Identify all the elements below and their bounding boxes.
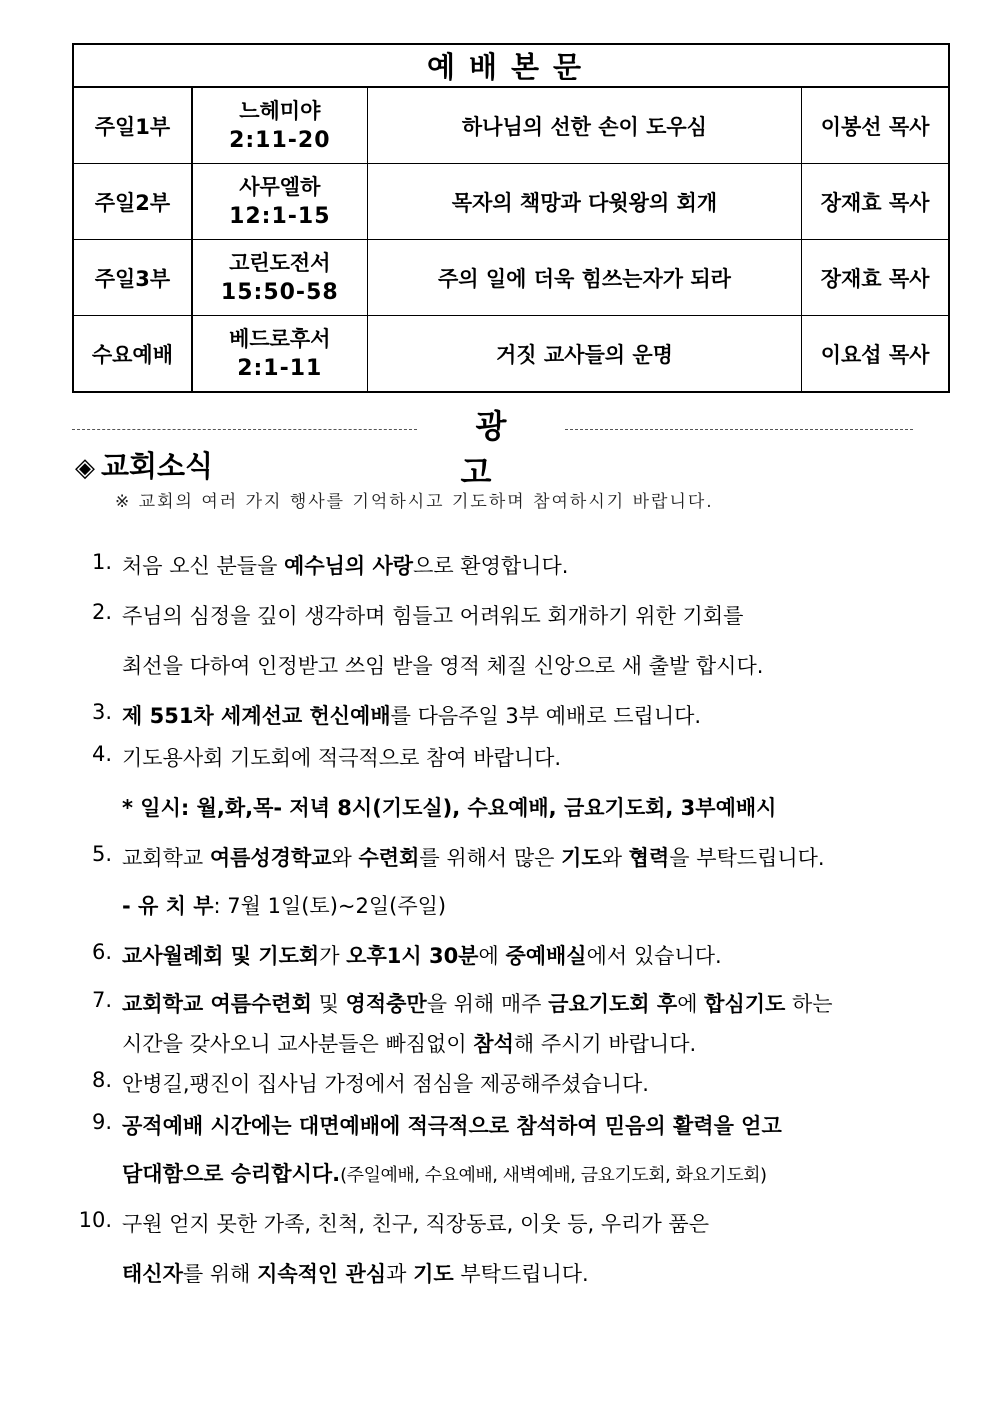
- item-number: 1.: [91, 550, 112, 574]
- table-row: [73, 87, 949, 164]
- item-number: 7.: [91, 988, 112, 1012]
- item-text: 주님의 심정을 깊이 생각하며 힘들고 어려워도 회개하기 위한 기회를: [122, 604, 744, 628]
- scripture-ref: 2:11-20: [229, 127, 331, 153]
- item-text: 교회학교: [122, 846, 210, 870]
- list-item: [72, 1068, 649, 1098]
- item-emphasis: 기도: [561, 846, 602, 870]
- list-item: [72, 742, 561, 772]
- item-emphasis: 기도: [413, 1262, 454, 1286]
- divider-left: [72, 429, 417, 430]
- scripture-ref: 12:1-15: [229, 203, 331, 229]
- item-text: 와: [331, 846, 359, 870]
- preacher: 장재효 목사: [802, 164, 949, 240]
- item-emphasis: 중예배실: [505, 944, 587, 968]
- item-text: 에서 있습니다.: [586, 944, 722, 968]
- divider-right: [565, 429, 913, 430]
- list-item-continuation: [122, 1028, 696, 1058]
- table-row: [73, 240, 949, 316]
- list-item: [72, 700, 701, 730]
- item-text: 및: [311, 992, 346, 1016]
- sermon-title: 하나님의 선한 손이 도우심: [367, 87, 801, 164]
- section-title: 교회소식: [101, 449, 214, 483]
- item-text: 과: [386, 1262, 414, 1286]
- scripture: [192, 240, 367, 316]
- item-text: 으로 환영합니다.: [413, 554, 569, 578]
- item-text: 해 주시기 바랍니다.: [513, 1032, 697, 1056]
- list-item: [72, 600, 743, 630]
- ads-title: 광고: [460, 407, 537, 491]
- item-emphasis: 금요기도회 후: [548, 992, 678, 1016]
- item-emphasis: 오후1시 30분: [346, 944, 479, 968]
- list-item: [72, 988, 833, 1018]
- item-emphasis: 교회학교 여름수련회: [122, 992, 312, 1016]
- scripture-book: 고린도전서: [229, 250, 331, 275]
- scripture: [192, 316, 367, 393]
- item-text: (주일예배, 수요예배, 새벽예배, 금요기도회, 화요기도회): [340, 1165, 767, 1186]
- item-emphasis: 제 551차 세계선교 헌신예배: [122, 704, 391, 728]
- sermon-title: 주의 일에 더욱 힘쓰는자가 되라: [367, 240, 801, 316]
- item-text: 처음 오신 분들을: [122, 554, 285, 578]
- item-text: 가: [319, 944, 347, 968]
- list-item: [72, 842, 825, 872]
- preacher: 이요섭 목사: [802, 316, 949, 393]
- section-heading: [75, 444, 213, 485]
- item-text: 에: [478, 944, 506, 968]
- service-name: 주일1부: [73, 87, 192, 164]
- scripture: [192, 87, 367, 164]
- item-number: 8.: [91, 1068, 112, 1092]
- item-emphasis: 협력: [628, 846, 670, 870]
- scripture-book: 느헤미야: [239, 98, 321, 123]
- item-text: 부탁드립니다.: [453, 1262, 589, 1286]
- item-text: : 7월 1일(토)~2일(주일): [213, 894, 447, 918]
- list-item: [72, 1110, 782, 1140]
- sermon-title: 거짓 교사들의 운명: [367, 316, 801, 393]
- list-item: [72, 1208, 709, 1238]
- item-number: 10.: [78, 1208, 112, 1232]
- service-name: 수요예배: [73, 316, 192, 393]
- list-item-continuation: [122, 890, 446, 920]
- item-number: 5.: [91, 842, 112, 866]
- item-number: 6.: [91, 940, 112, 964]
- item-emphasis: 영적충만: [345, 992, 427, 1016]
- list-item-continuation: 최선을 다하여 인정받고 쓰임 받을 영적 체질 신앙으로 새 출발 합시다.: [122, 654, 764, 678]
- item-text: 를 위해서 많은: [419, 846, 562, 870]
- item-text: 을 부탁드립니다.: [669, 846, 825, 870]
- item-emphasis: 지속적인 관심: [257, 1262, 387, 1286]
- item-emphasis: 합심기도: [704, 992, 786, 1016]
- item-emphasis: 수련회: [358, 846, 420, 870]
- item-emphasis: 공적예배 시간에는 대면예배에 적극적으로 참석하여 믿음의 활력을 얻고: [122, 1114, 782, 1138]
- scripture-book: 베드로후서: [229, 326, 331, 351]
- item-text: 구원 얻지 못한 가족, 친척, 친구, 직장동료, 이웃 등, 우리가 품은: [122, 1212, 709, 1236]
- item-text: 시간을 갖사오니 교사분들은 빠짐없이: [122, 1032, 474, 1056]
- item-emphasis: 담대함으로 승리합시다.: [122, 1162, 341, 1186]
- preacher: 장재효 목사: [802, 240, 949, 316]
- scripture-ref: 15:50-58: [220, 279, 339, 305]
- item-text: 와: [601, 846, 629, 870]
- item-text: 를 위해: [182, 1262, 258, 1286]
- item-emphasis: 여름성경학교: [209, 846, 332, 870]
- scripture-book: 사무엘하: [239, 174, 321, 199]
- list-item: [72, 940, 722, 970]
- service-name: 주일3부: [73, 240, 192, 316]
- service-name: 주일2부: [73, 164, 192, 240]
- item-emphasis: 예수님의 사랑: [284, 554, 414, 578]
- diamond-icon: ◈: [75, 453, 95, 483]
- item-emphasis: 참석: [473, 1032, 514, 1056]
- table-row: [73, 316, 949, 393]
- list-item: [72, 550, 568, 580]
- item-number: 4.: [91, 742, 112, 766]
- item-text: 하는: [785, 992, 833, 1016]
- item-text: 기도용사회 기도회에 적극적으로 참여 바랍니다.: [122, 746, 562, 770]
- item-emphasis: - 유 치 부: [122, 894, 214, 918]
- scripture-ref: 2:1-11: [237, 355, 323, 381]
- list-item-continuation: * 일시: 월,화,목- 저녁 8시(기도실), 수요예배, 금요기도회, 3부예배시: [122, 796, 777, 820]
- sermon-table: [72, 43, 950, 393]
- list-item-continuation: [122, 1258, 589, 1288]
- scripture: [192, 164, 367, 240]
- item-number: 2.: [91, 600, 112, 624]
- item-text: 을 위해 매주: [426, 992, 549, 1016]
- table-row: [73, 164, 949, 240]
- section-note: ※ 교회의 여러 가지 행사를 기억하시고 기도하며 참여하시기 바랍니다.: [115, 492, 714, 512]
- item-number: 3.: [91, 700, 112, 724]
- item-text: 에: [677, 992, 705, 1016]
- item-emphasis: 태신자: [122, 1262, 183, 1286]
- preacher: 이봉선 목사: [802, 87, 949, 164]
- list-item-continuation: [122, 1158, 767, 1188]
- sermon-title: 목자의 책망과 다윗왕의 회개: [367, 164, 801, 240]
- item-emphasis: 교사월례회 및 기도회: [122, 944, 320, 968]
- item-text: 를 다음주일 3부 예배로 드립니다.: [390, 704, 702, 728]
- item-text: 안병길,팽진이 집사님 가정에서 점심을 제공해주셨습니다.: [122, 1072, 649, 1096]
- table-title: 예배본문: [73, 44, 949, 87]
- item-number: 9.: [91, 1110, 112, 1134]
